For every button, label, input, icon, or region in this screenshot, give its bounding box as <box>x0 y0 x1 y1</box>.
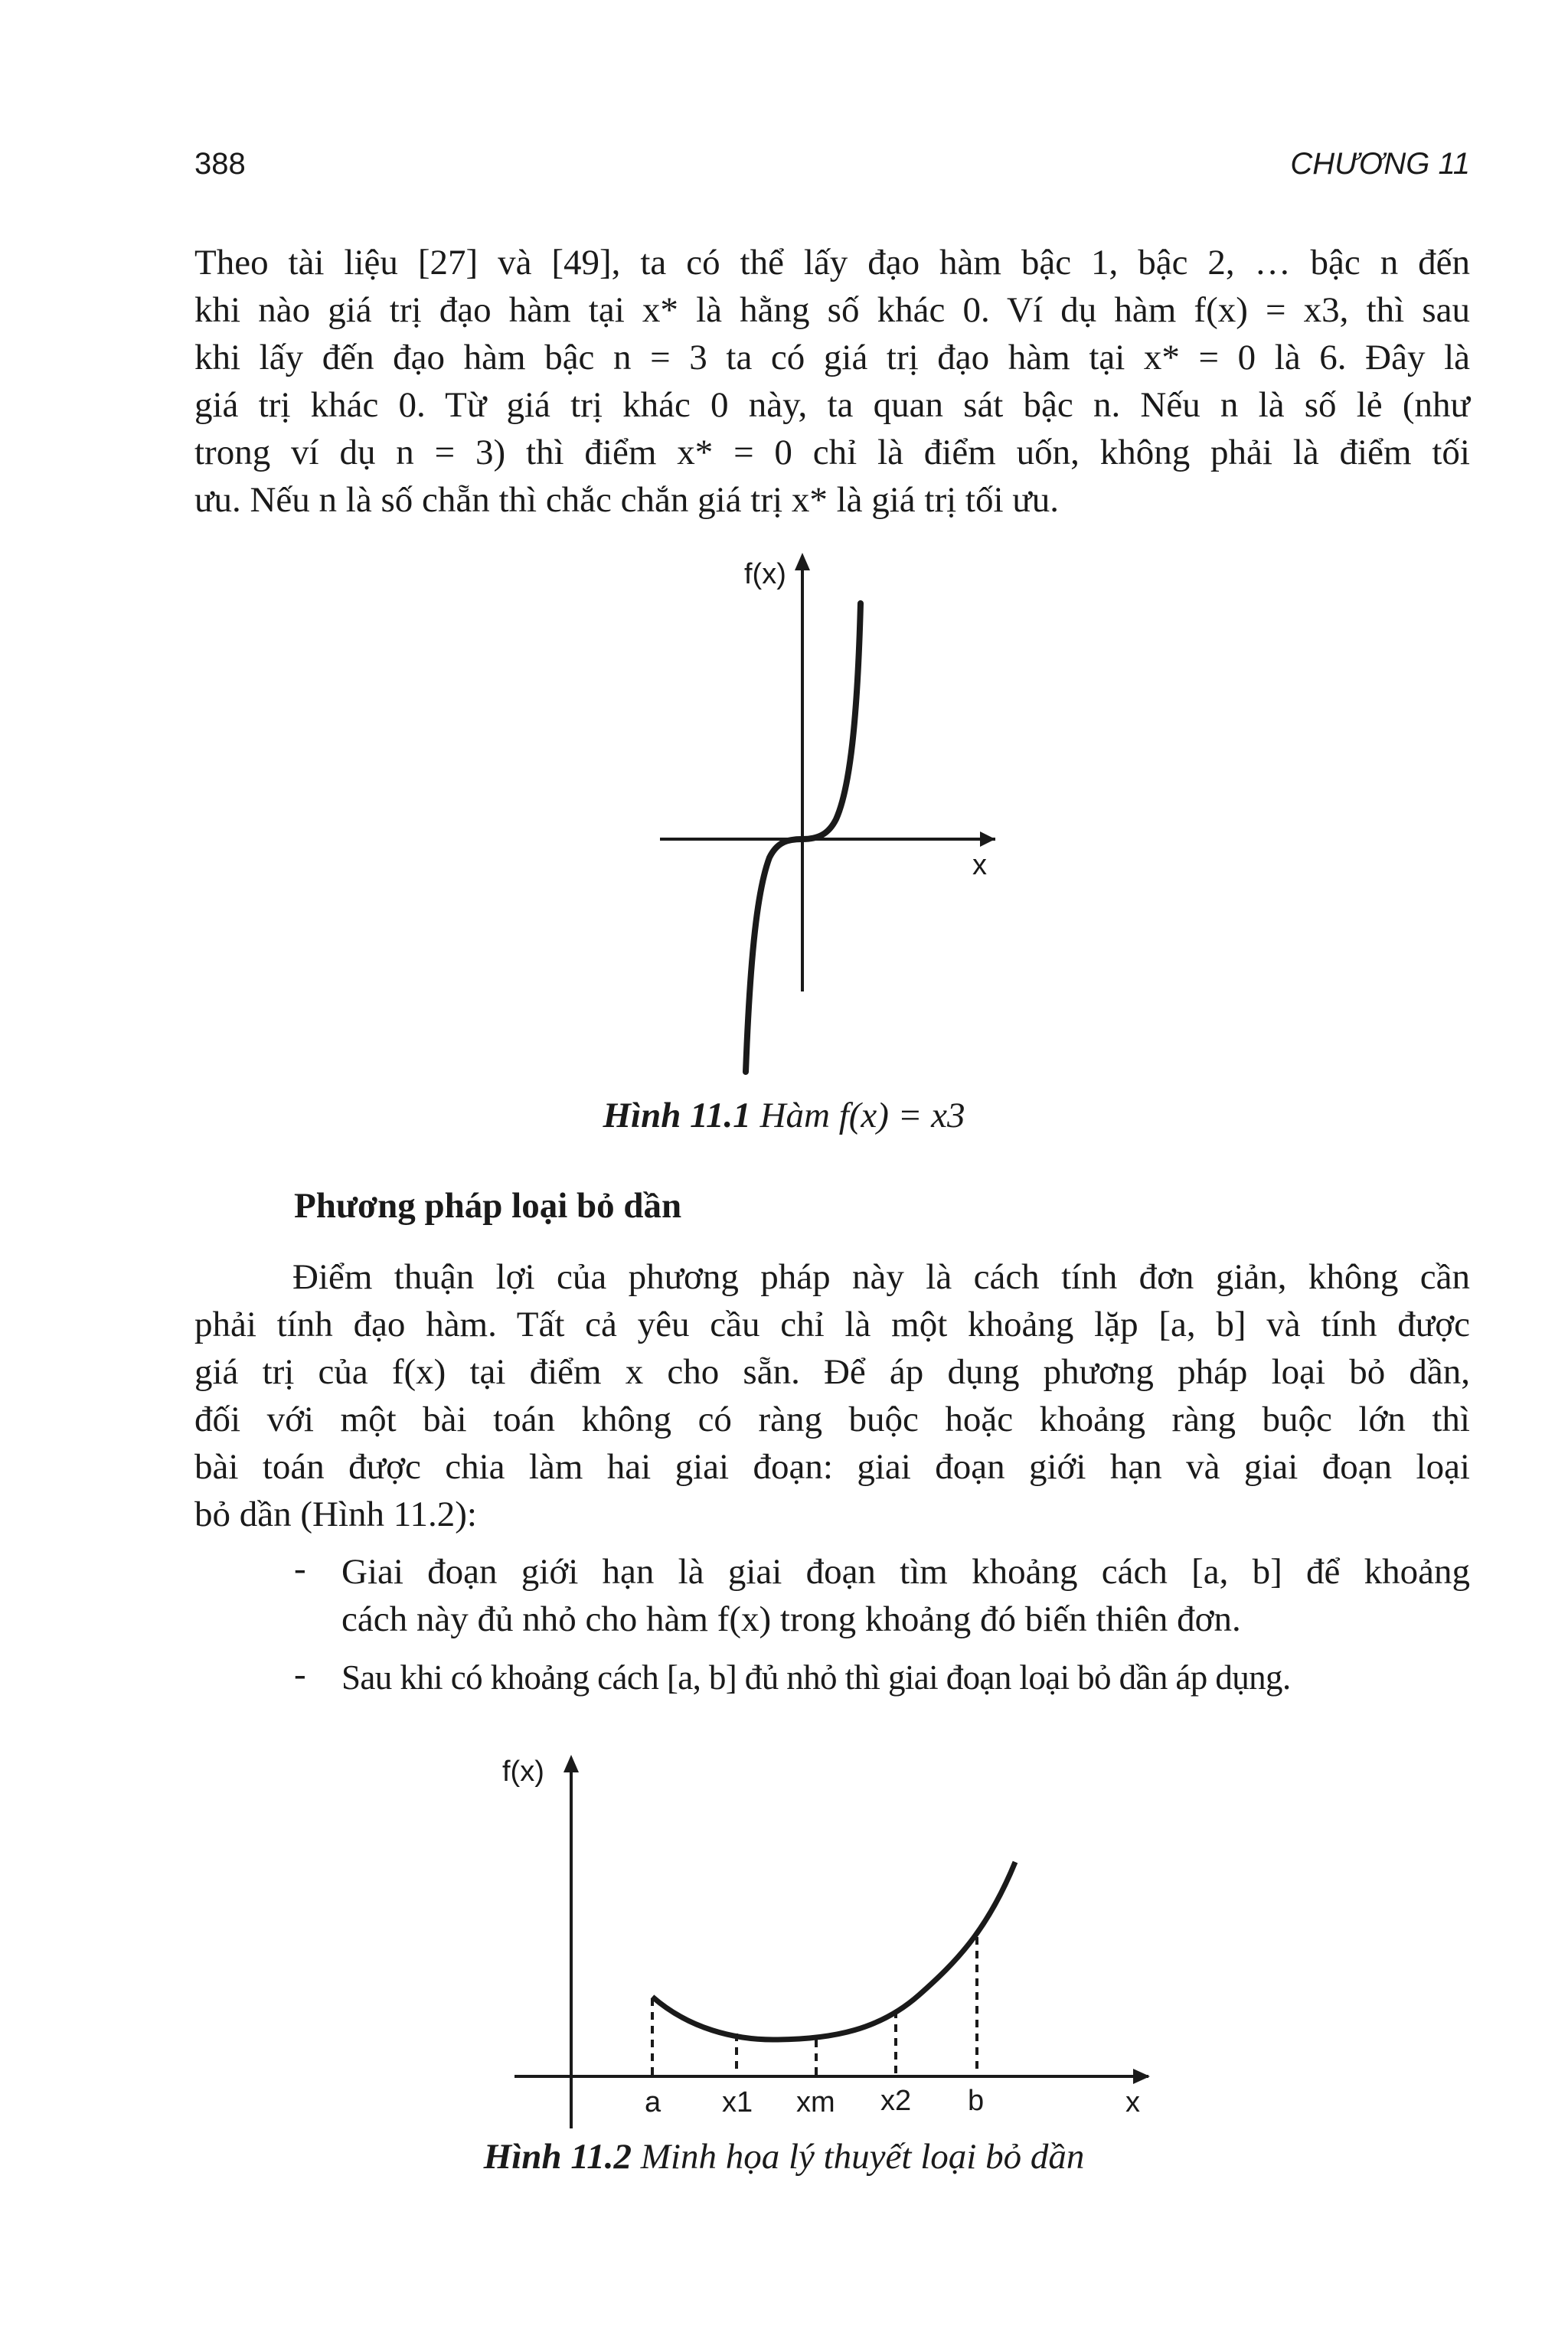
caption-number: Hình 11.1 <box>603 1096 751 1135</box>
list-item <box>341 1654 1470 1701</box>
text-line: cách này đủ nhỏ cho hàm f(x) trong khoảng đó biến thiên đơn. <box>341 1599 1241 1639</box>
tick-label-x1: x1 <box>722 2086 753 2118</box>
page-number: 388 <box>194 147 246 181</box>
text-line: phải tính đạo hàm. Tất cả yêu cầu chỉ là một khoảng lặp [a, b] và tính được <box>194 1305 1470 1344</box>
x-axis-label: x <box>972 849 987 881</box>
x-axis-arrow-icon <box>1133 2069 1150 2084</box>
caption-text: Minh họa lý thuyết loại bỏ dần <box>640 2137 1085 2177</box>
section-heading: Phương pháp loại bỏ dần <box>294 1186 682 1226</box>
text-line: khi nào giá trị đạo hàm tại x* là hằng số khác 0. Ví dụ hàm f(x) = x3, thì sau <box>194 290 1470 330</box>
tick-guides <box>652 1937 977 2076</box>
paragraph-elimination <box>194 1253 1470 1538</box>
tick-label-a: a <box>645 2086 662 2118</box>
text-line: Theo tài liệu [27] và [49], ta có thể lấy đạo hàm bậc 1, bậc 2, … bậc n đến <box>194 243 1470 283</box>
convex-curve <box>652 1862 1015 2040</box>
text-line: trong ví dụ n = 3) thì điểm x* = 0 chỉ là điểm uốn, không phải là điểm tối <box>194 433 1470 472</box>
text-line: Giai đoạn giới hạn là giai đoạn tìm khoảng cách [a, b] để khoảng <box>341 1552 1470 1592</box>
text-line: khi lấy đến đạo hàm bậc n = 3 ta có giá trị đạo hàm tại x* = 0 là 6. Đây là <box>194 338 1470 377</box>
list-item <box>341 1548 1470 1643</box>
x-axis-label: x <box>1125 2086 1140 2118</box>
text-line: Điểm thuận lợi của phương pháp này là cách tính đơn giản, không cần <box>292 1257 1470 1297</box>
tick-labels <box>645 2085 984 2118</box>
chapter-title: CHƯƠNG 11 <box>1290 147 1470 181</box>
x-axis-arrow-icon <box>980 831 995 847</box>
y-axis-arrow-icon <box>564 1755 579 1772</box>
tick-label-x2: x2 <box>880 2085 912 2117</box>
caption-number: Hình 11.2 <box>483 2137 632 2177</box>
y-axis-label: f(x) <box>744 558 786 590</box>
text-line: ưu. Nếu n là số chẵn thì chắc chắn giá trị x* là giá trị tối ưu. <box>194 480 1060 520</box>
caption-text: Hàm f(x) = x3 <box>760 1096 965 1135</box>
tick-label-b: b <box>968 2085 985 2117</box>
text-line: bài toán được chia làm hai giai đoạn: giai đoạn giới hạn và giai đoạn loại <box>194 1447 1470 1487</box>
text-line: bỏ dần (Hình 11.2): <box>194 1494 477 1534</box>
tick-label-xm: xm <box>796 2086 835 2118</box>
figure-caption <box>0 2136 1568 2177</box>
figure-caption <box>0 1095 1568 1136</box>
y-axis-arrow-icon <box>795 553 810 570</box>
list-marker: - <box>294 1549 306 1589</box>
text-line: đối với một bài toán không có ràng buộc hoặc khoảng ràng buộc lớn thì <box>194 1400 1470 1439</box>
list-marker: - <box>294 1655 306 1694</box>
text-line: Sau khi có khoảng cách [a, b] đủ nhỏ thì giai đoạn loại bỏ dần áp dụng. <box>341 1658 1291 1697</box>
text-line: giá trị của f(x) tại điểm x cho sẵn. Để áp dụng phương pháp loại bỏ dần, <box>194 1352 1470 1392</box>
text-line: giá trị khác 0. Từ giá trị khác 0 này, ta quan sát bậc n. Nếu n là số lẻ (như <box>194 385 1470 425</box>
y-axis-label: f(x) <box>502 1756 544 1788</box>
